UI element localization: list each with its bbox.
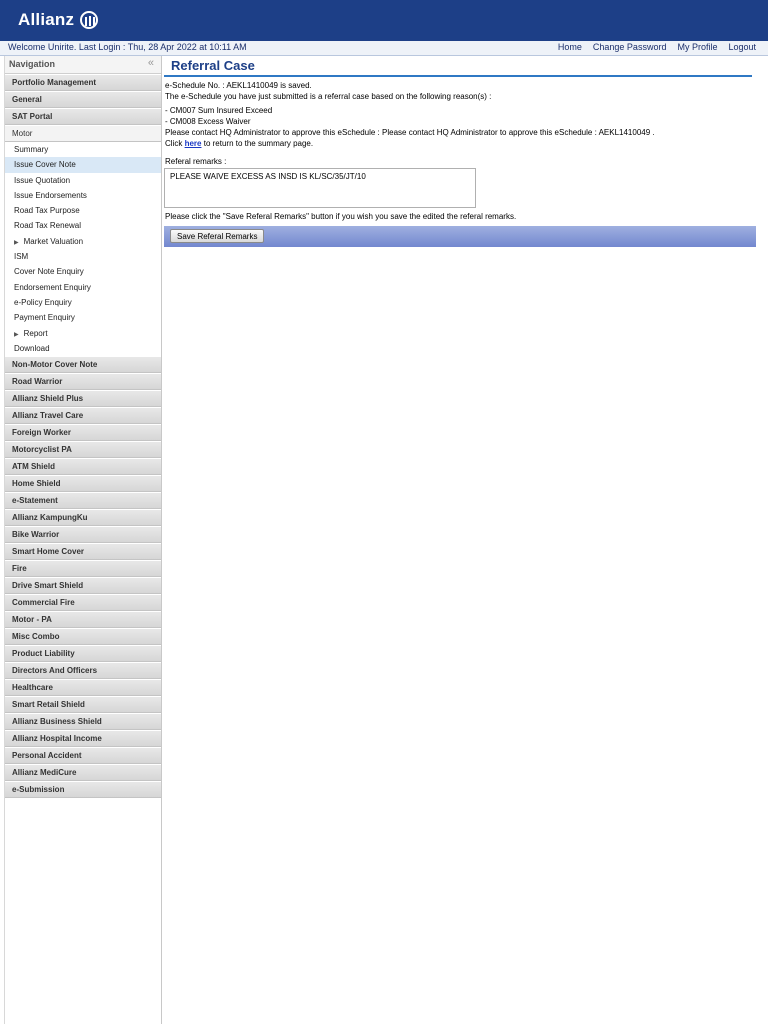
allianz-eagle-icon (80, 11, 98, 29)
nav-group-allianz-medicure[interactable]: Allianz MediCure (5, 765, 161, 781)
sidebar-item-label: Issue Endorsements (14, 190, 87, 200)
nav-group-smart-retail-shield[interactable]: Smart Retail Shield (5, 697, 161, 713)
sidebar-item-label: Endorsement Enquiry (14, 282, 91, 292)
collapse-icon[interactable]: « (147, 57, 154, 69)
sidebar-item-label: Summary (14, 145, 49, 154)
nav-group-motor-pa[interactable]: Motor - PA (5, 612, 161, 628)
nav-group-allianz-shield-plus[interactable]: Allianz Shield Plus (5, 391, 161, 407)
my-profile-link[interactable]: My Profile (677, 42, 718, 52)
nav-group-atm-shield[interactable]: ATM Shield (5, 459, 161, 475)
nav-group-general[interactable]: General (5, 92, 161, 108)
allianz-logo[interactable] (6, 4, 122, 36)
nav-group-road-warrior[interactable]: Road Warrior (5, 374, 161, 390)
navigation-header (5, 56, 161, 74)
sidebar-item-label: Road Tax Purpose (14, 206, 80, 216)
nav-group-fire[interactable]: Fire (5, 561, 161, 577)
expand-arrow-icon: ▶ (14, 239, 19, 246)
logout-link[interactable]: Logout (728, 42, 756, 52)
remarks-label: Referal remarks : (165, 157, 227, 166)
click-text: Click (165, 139, 183, 148)
sidebar-item-label: Payment Enquiry (14, 313, 75, 323)
expand-arrow-icon: ▶ (14, 331, 19, 338)
navigation-sidebar (4, 56, 162, 1024)
referral-intro: The e-Schedule you have just submitted is a referral case based on the following reason(s) : (165, 92, 492, 101)
sidebar-item-report[interactable] (5, 326, 161, 341)
welcome-text: Welcome Unirite. Last Login : Thu, 28 Apr 2022 at 10:11 AM (8, 42, 247, 52)
sidebar-item-road-tax-renewal[interactable] (5, 218, 161, 233)
nav-group-sat-portal[interactable]: SAT Portal (5, 109, 161, 125)
nav-group-allianz-hospital-income[interactable]: Allianz Hospital Income (5, 731, 161, 747)
sidebar-item-issue-quotation[interactable] (5, 173, 161, 188)
sidebar-item-label: Report (23, 328, 48, 338)
nav-group-portfolio-management[interactable]: Portfolio Management (5, 75, 161, 91)
nav-group-foreign-worker[interactable]: Foreign Worker (5, 425, 161, 441)
nav-group-allianz-business-shield[interactable]: Allianz Business Shield (5, 714, 161, 730)
nav-group-bike-warrior[interactable]: Bike Warrior (5, 527, 161, 543)
save-instruction: Please click the "Save Referal Remarks" button if you wish you save the edited the referal remarks. (165, 212, 517, 221)
nav-group-allianz-travel-care[interactable]: Allianz Travel Care (5, 408, 161, 424)
sidebar-item-ism[interactable] (5, 249, 161, 264)
top-links (558, 42, 756, 52)
sidebar-item-market-valuation[interactable] (5, 234, 161, 249)
return-here-link[interactable]: here (184, 139, 202, 148)
return-message (165, 138, 758, 149)
nav-group-smart-home-cover[interactable]: Smart Home Cover (5, 544, 161, 560)
nav-group-allianz-kampungku[interactable]: Allianz KampungKu (5, 510, 161, 526)
nav-group-product-liability[interactable]: Product Liability (5, 646, 161, 662)
sidebar-item-e-policy-enquiry[interactable] (5, 295, 161, 310)
nav-group-commercial-fire[interactable]: Commercial Fire (5, 595, 161, 611)
save-referral-remarks-button[interactable]: Save Referal Remarks (170, 229, 264, 243)
sidebar-item-label: Issue Cover Note (14, 160, 76, 170)
referral-remarks-textarea[interactable]: PLEASE WAIVE EXCESS AS INSD IS KL/SC/35/JT/10 (164, 168, 476, 208)
nav-group-personal-accident[interactable]: Personal Accident (5, 748, 161, 764)
return-text: to return to the summary page. (203, 139, 314, 148)
sidebar-item-issue-cover-note[interactable] (5, 157, 161, 172)
status-bar (0, 41, 768, 56)
navigation-title: Navigation (9, 59, 56, 69)
nav-group-motorcyclist-pa[interactable]: Motorcyclist PA (5, 442, 161, 458)
button-bar (164, 226, 756, 247)
sidebar-item-label: Download (14, 343, 50, 353)
nav-group-misc-combo[interactable]: Misc Combo (5, 629, 161, 645)
nav-group-e-submission[interactable]: e-Submission (5, 782, 161, 798)
nav-group-healthcare[interactable]: Healthcare (5, 680, 161, 696)
brand-name: Allianz (18, 10, 75, 29)
saved-message: e-Schedule No. : AEKL1410049 is saved. (165, 81, 312, 90)
sidebar-item-label: Cover Note Enquiry (14, 267, 84, 277)
contact-message: Please contact HQ Administrator to approve this eSchedule : Please contact HQ Administrator to approve this eSchedule : AEKL1410049 . (165, 128, 655, 137)
sidebar-item-label: e-Policy Enquiry (14, 297, 72, 307)
nav-group-home-shield[interactable]: Home Shield (5, 476, 161, 492)
change-password-link[interactable]: Change Password (592, 42, 667, 52)
top-banner (0, 0, 768, 41)
sidebar-item-label: Issue Quotation (14, 175, 71, 185)
nav-group-drive-smart-shield[interactable]: Drive Smart Shield (5, 578, 161, 594)
nav-group-non-motor-cover-note[interactable]: Non-Motor Cover Note (5, 357, 161, 373)
sidebar-item-road-tax-purpose[interactable] (5, 203, 161, 218)
sidebar-item-issue-endorsements[interactable] (5, 188, 161, 203)
sidebar-item-cover-note-enquiry[interactable] (5, 264, 161, 279)
sidebar-item-endorsement-enquiry[interactable] (5, 280, 161, 295)
page-title: Referral Case (171, 58, 255, 73)
sidebar-item-label: Road Tax Renewal (14, 221, 82, 231)
sidebar-item-download[interactable] (5, 341, 161, 356)
home-link[interactable]: Home (557, 42, 582, 52)
nav-group-motor[interactable]: Motor (5, 126, 161, 142)
sidebar-item-summary[interactable] (5, 142, 161, 157)
main-content (164, 58, 758, 247)
sidebar-item-payment-enquiry[interactable] (5, 310, 161, 325)
nav-group-e-statement[interactable]: e-Statement (5, 493, 161, 509)
sidebar-item-label: Market Valuation (23, 236, 84, 246)
reason-item: - CM007 Sum Insured Exceed (165, 106, 273, 115)
reason-item: - CM008 Excess Waiver (165, 117, 251, 126)
nav-group-directors-and-officers[interactable]: Directors And Officers (5, 663, 161, 679)
sidebar-item-label: ISM (14, 252, 29, 262)
